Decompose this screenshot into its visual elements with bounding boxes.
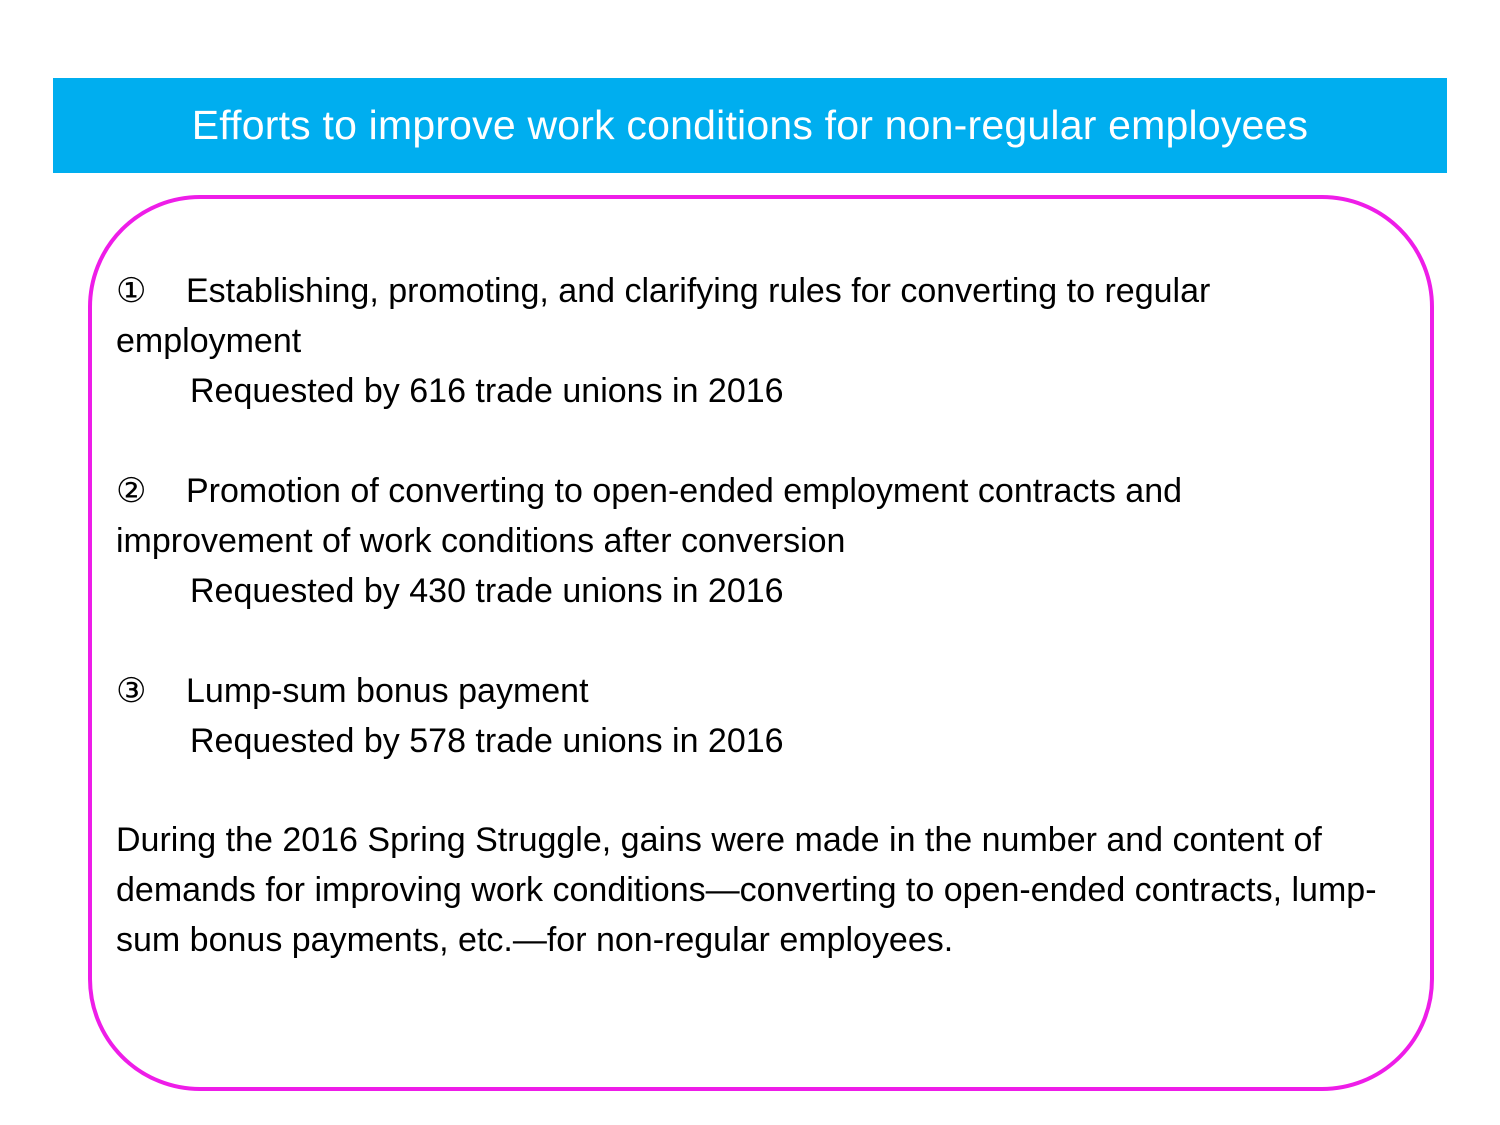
item-text: Lump-sum bonus payment xyxy=(186,672,589,710)
page-title: Efforts to improve work conditions for non-regular employees xyxy=(191,102,1309,148)
item-number: ③ xyxy=(116,671,147,711)
item-requested: Requested by 616 trade unions in 2016 xyxy=(190,372,784,410)
item-number: ① xyxy=(116,271,147,311)
item-requested: Requested by 430 trade unions in 2016 xyxy=(190,572,784,610)
list-item-1 xyxy=(116,266,1386,416)
item-text: Promotion of converting to open-ended employment contracts and improvement of work conditions after conversion xyxy=(116,472,1183,560)
summary-paragraph: During the 2016 Spring Struggle, gains were made in the number and content of demands for improving work conditions—converting to open-ended contracts, lump-sum bonus payments, etc.—for non-regular employees. xyxy=(116,821,1377,959)
title-banner xyxy=(53,78,1447,173)
item-number: ② xyxy=(116,471,147,511)
item-requested: Requested by 578 trade unions in 2016 xyxy=(190,722,784,760)
list-item-3 xyxy=(116,666,1386,766)
item-text: Establishing, promoting, and clarifying rules for converting to regular employment xyxy=(116,272,1211,360)
list-item-2 xyxy=(116,466,1386,616)
